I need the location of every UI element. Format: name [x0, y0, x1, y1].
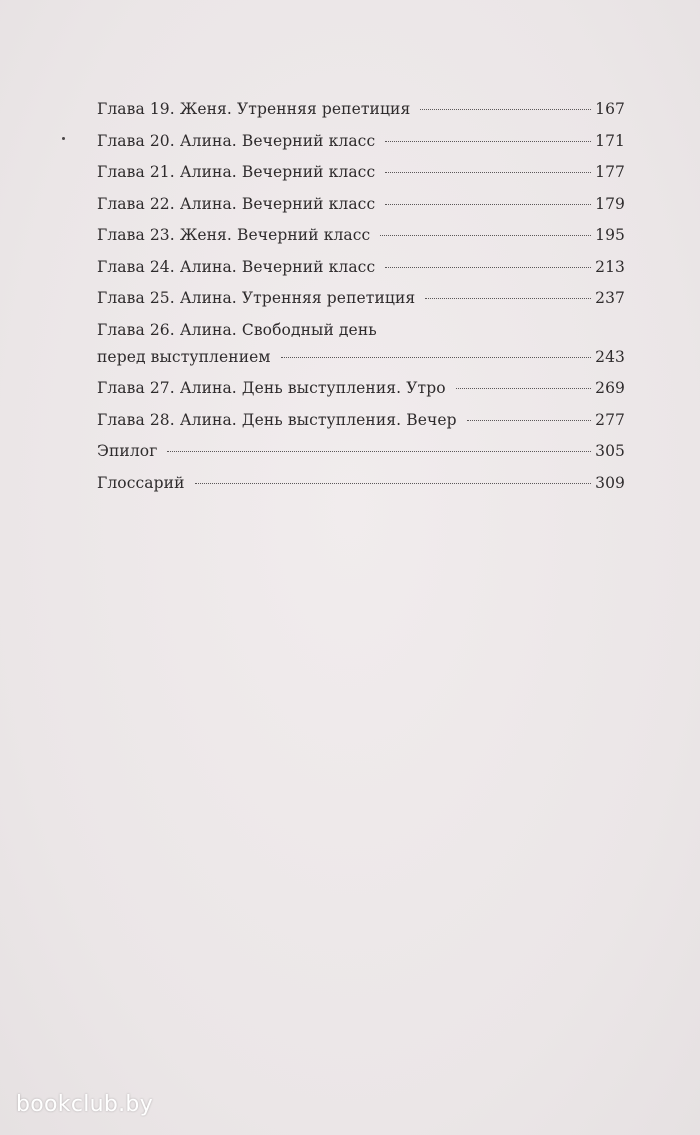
dot-leader	[467, 420, 591, 421]
toc-entry	[97, 132, 625, 164]
site-watermark: bookclub.by	[16, 1092, 154, 1117]
toc-entry-page: 243	[595, 347, 625, 366]
dot-leader	[385, 204, 591, 205]
toc-entry-page: 237	[595, 289, 625, 307]
dot-leader	[380, 235, 591, 236]
toc-entry-title: Глава 20. Алина. Вечерний класс	[97, 131, 376, 150]
ink-speck	[62, 137, 65, 140]
toc-entry-title: Глава 26. Алина. Свободный день	[97, 320, 377, 339]
toc-entry-line-1	[97, 321, 625, 348]
toc-entry-title-continued: перед выступлением	[97, 347, 271, 366]
dot-leader	[456, 388, 591, 389]
toc-entry-page: 167	[595, 100, 625, 118]
toc-entry	[97, 195, 625, 227]
toc-entry-title: Глоссарий	[97, 473, 185, 492]
toc-entry-page: 171	[595, 131, 625, 150]
dot-leader	[385, 267, 591, 268]
toc-entry	[97, 258, 625, 290]
toc-entry-line-2	[97, 348, 625, 380]
toc-entry	[97, 379, 625, 411]
dot-leader	[167, 451, 591, 452]
toc-entry-title: Глава 23. Женя. Вечерний класс	[97, 226, 371, 244]
toc-entry-page: 195	[595, 226, 625, 244]
dot-leader	[425, 298, 591, 299]
dot-leader	[385, 172, 591, 173]
toc-entry-title: Глава 22. Алина. Вечерний класс	[97, 194, 376, 213]
toc-entry	[97, 226, 625, 258]
toc-entry-title: Эпилог	[97, 442, 158, 460]
dot-leader	[195, 483, 592, 484]
toc-entry-page: 309	[595, 473, 625, 492]
toc-entry	[97, 411, 625, 443]
toc-entry-page: 177	[595, 163, 625, 181]
toc-entry-page: 305	[595, 442, 625, 460]
toc-entry-page: 269	[595, 379, 625, 397]
table-of-contents	[97, 100, 625, 505]
toc-entry	[97, 163, 625, 195]
toc-entry-title: Глава 19. Женя. Утренняя репетиция	[97, 100, 411, 118]
dot-leader	[420, 109, 591, 110]
toc-entry-page: 277	[595, 410, 625, 429]
toc-entry	[97, 474, 625, 506]
toc-entry-title: Глава 27. Алина. День выступления. Утро	[97, 379, 446, 397]
toc-entry-title: Глава 25. Алина. Утренняя репетиция	[97, 289, 416, 307]
toc-entry-page: 213	[595, 257, 625, 276]
dot-leader	[385, 141, 591, 142]
toc-entry	[97, 100, 625, 132]
toc-entry-title: Глава 21. Алина. Вечерний класс	[97, 163, 376, 181]
toc-entry-title: Глава 28. Алина. День выступления. Вечер	[97, 410, 457, 429]
dot-leader	[281, 357, 592, 358]
toc-entry	[97, 289, 625, 321]
toc-entry-title: Глава 24. Алина. Вечерний класс	[97, 257, 376, 276]
toc-entry-page: 179	[595, 194, 625, 213]
toc-entry	[97, 442, 625, 474]
